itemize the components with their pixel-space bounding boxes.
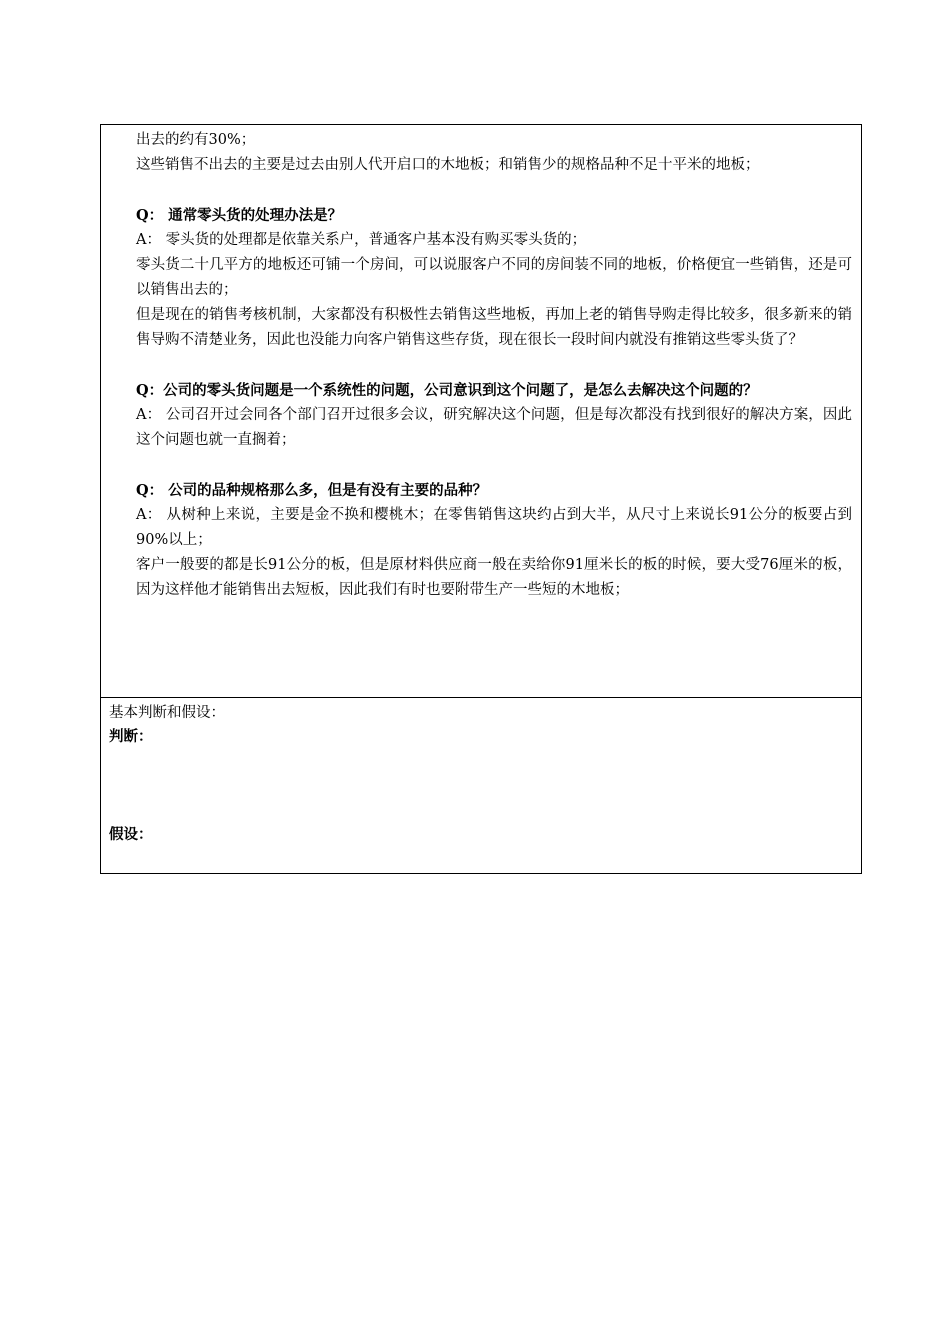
judgment-blank-area <box>109 749 852 823</box>
answer-text: 客户一般要的都是长91公分的板，但是原材料供应商一般在卖给你91厘米长的板的时候，要大受76厘米的板，因为这样他才能销售出去短板，因此我们有时也要附带生产一些短的木地板； <box>136 557 852 598</box>
answer-text: A： 公司召开过会同各个部门召开过很多会议，研究解决这个问题，但是每次都没有找到很好的解决方案，因此这个问题也就一直搁着； <box>136 407 852 448</box>
document-table <box>100 124 862 874</box>
judgment-cell <box>101 698 861 873</box>
answer-text: 零头货二十几平方的地板还可铺一个房间，可以说服客户不同的房间装不同的地板，价格便宜一些销售，还是可以销售出去的； <box>136 257 852 298</box>
question-text: Q： 通常零头货的处理办法是？ <box>136 207 343 224</box>
question-text: Q：公司的零头货问题是一个系统性的问题，公司意识到这个问题了，是怎么去解决这个问题的？ <box>136 382 758 399</box>
answer-text: A： 零头货的处理都是依靠关系户，普通客户基本没有购买零头货的； <box>136 232 587 248</box>
interview-cell <box>101 125 861 698</box>
answer-text: A： 从树种上来说，主要是金不换和樱桃木；在零售销售这块约占到大半，从尺寸上来说长91公分的板要占到90%以上； <box>136 507 852 548</box>
judgment-label: 判断： <box>109 728 153 745</box>
answer-text: 但是现在的销售考核机制，大家都没有积极性去销售这些地板，再加上老的销售导购走得比较多，很多新来的销售导购不清楚业务，因此也没能力向客户销售这些存货，现在很长一段时间内就没有推销这些零头货了？ <box>136 307 852 348</box>
assumption-label: 假设： <box>109 826 153 843</box>
paragraph-gap <box>136 453 852 478</box>
section-heading: 基本判断和假设： <box>109 705 225 721</box>
interview-paragraph: 这些销售不出去的主要是过去由别人代开启口的木地板；和销售少的规格品种不足十平米的地板； <box>136 157 760 173</box>
paragraph-gap <box>136 178 852 203</box>
question-text: Q： 公司的品种规格那么多，但是有没有主要的品种？ <box>136 482 488 499</box>
paragraph-gap <box>136 353 852 378</box>
interview-paragraph: 出去的约有30%； <box>136 132 256 148</box>
